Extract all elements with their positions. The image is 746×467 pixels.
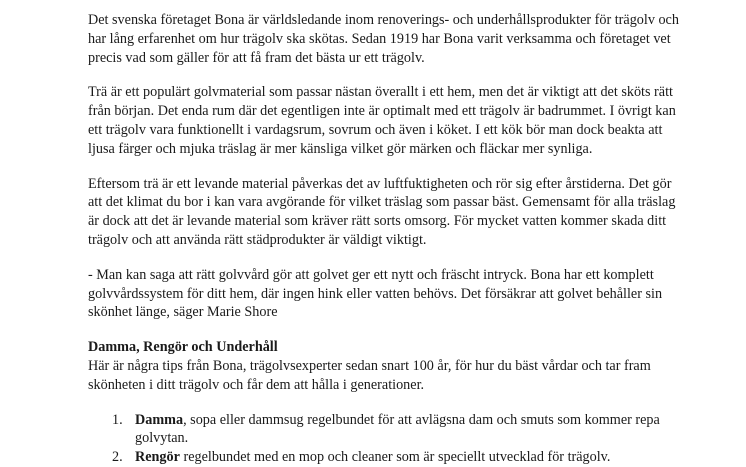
paragraph-bona-intro: Det svenska företaget Bona är världsledande inom renoverings- och underhållsprodukter för trägolv och har lång erfarenhet om hur trägolv ska skötas. Sedan 1919 har Bona varit verksamma och företaget vet precis vad som gäller för att få fram det bästa ur ett trägolv. — [88, 12, 679, 66]
list-item-text: regelbundet med en mop och cleaner som är speciellt utvecklad för trägolv. — [179, 449, 611, 466]
list-item-number: 2. — [112, 449, 123, 466]
document-page — [88, 11, 688, 467]
list-item-term: Rengör — [135, 449, 180, 466]
section-heading: Damma, Rengör och Underhåll — [88, 339, 278, 356]
section-intro: Här är några tips från Bona, trägolvsexperter sedan snart 100 år, för hur du bäst vårdar och tar fram skönheten i ditt trägolv och får dem att hålla i generationer. — [88, 357, 651, 393]
list-item — [88, 448, 688, 467]
list-item-term: Damma — [135, 411, 184, 428]
list-item-text: , sopa eller dammsug regelbundet för att avlägsna dam och smuts som kommer repa golvytan. — [135, 411, 660, 447]
tips-list — [88, 411, 688, 467]
list-item — [88, 411, 688, 449]
paragraph-wood-climate: Eftersom trä är ett levande material påverkas det av luftfuktigheten och rör sig efter årstiderna. Det gör att det klimat du bor i kan vara avgörande för vilket träslag som passar bäst. Gemensamt för alla träslag är dock att det är levande material som kräver rätt sorts omsorg. För mycket vatten kommer skada ditt trägolv och att använda rätt städprodukter är väldigt viktigt. — [88, 175, 676, 248]
paragraph-quote: - Man kan saga att rätt golvvård gör att golvet ger ett nytt och fräscht intryck. Bona har ett komplett golvvårdssystem för ditt hem, där ingen hink eller vatten behövs. Det försäkrar att golvet behåller sin skönhet länge, säger Marie Shore — [88, 266, 663, 321]
list-item-number: 1. — [112, 411, 123, 428]
paragraph-wood-rooms: Trä är ett populärt golvmaterial som passar nästan överallt i ett hem, men det är viktigt att det sköts rätt från början. Det enda rum där det egentligen inte är optimalt med ett trägolv är badrummet. I övrigt kan ett trägolv vara funktionellt i vardagsrum, sovrum och även i köket. I ett kök bör man dock beakta att ljusa färger och mjuka träslag är mer känsliga vilket gör märken och fläckar mer synliga. — [88, 84, 676, 157]
